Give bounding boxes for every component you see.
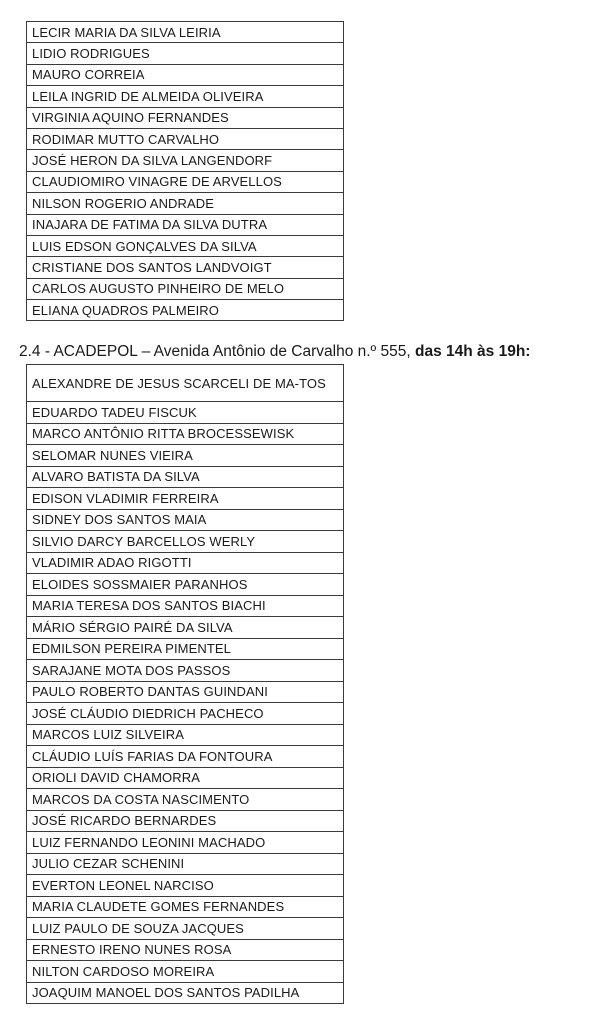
name-cell: LUIZ PAULO DE SOUZA JACQUES	[27, 918, 344, 940]
table-row	[27, 107, 344, 128]
name-cell: ELIANA QUADROS PALMEIRO	[27, 300, 344, 321]
name-cell: INAJARA DE FATIMA DA SILVA DUTRA	[27, 214, 344, 235]
name-cell: LECIR MARIA DA SILVA LEIRIA	[27, 22, 344, 43]
table-row	[27, 832, 344, 854]
name-cell: EDISON VLADIMIR FERREIRA	[27, 488, 344, 510]
name-cell: SILVIO DARCY BARCELLOS WERLY	[27, 531, 344, 553]
table-row	[27, 257, 344, 278]
table-row	[27, 171, 344, 192]
table-row	[27, 193, 344, 214]
table-row	[27, 681, 344, 703]
table-row	[27, 660, 344, 682]
name-cell: VIRGINIA AQUINO FERNANDES	[27, 107, 344, 128]
name-cell: PAULO ROBERTO DANTAS GUINDANI	[27, 681, 344, 703]
name-cell: JOAQUIM MANOEL DOS SANTOS PADILHA	[27, 982, 344, 1004]
name-cell: CARLOS AUGUSTO PINHEIRO DE MELO	[27, 278, 344, 299]
table-row	[27, 939, 344, 961]
name-cell: ELOIDES SOSSMAIER PARANHOS	[27, 574, 344, 596]
name-cell: EDUARDO TADEU FISCUK	[27, 402, 344, 424]
table-row	[27, 43, 344, 64]
name-cell: MARIA TERESA DOS SANTOS BIACHI	[27, 595, 344, 617]
name-cell: LIDIO RODRIGUES	[27, 43, 344, 64]
table-row	[27, 214, 344, 235]
name-cell: MÁRIO SÉRGIO PAIRÉ DA SILVA	[27, 617, 344, 639]
table-row	[27, 789, 344, 811]
table-row	[27, 365, 344, 402]
table-row	[27, 509, 344, 531]
name-cell: JULIO CEZAR SCHENINI	[27, 853, 344, 875]
table-row	[27, 86, 344, 107]
table-row	[27, 617, 344, 639]
name-cell: MAURO CORREIA	[27, 64, 344, 85]
name-cell: ALEXANDRE DE JESUS SCARCELI DE MA-TOS	[27, 365, 344, 402]
name-cell: EDMILSON PEREIRA PIMENTEL	[27, 638, 344, 660]
table-row	[27, 235, 344, 256]
table-row	[27, 488, 344, 510]
section-heading-time: das 14h às 19h:	[415, 343, 531, 360]
table-row	[27, 278, 344, 299]
table-row	[27, 150, 344, 171]
table-row	[27, 466, 344, 488]
table-row	[27, 531, 344, 553]
name-cell: MARCO ANTÔNIO RITTA BROCESSEWISK	[27, 423, 344, 445]
name-cell: ORIOLI DAVID CHAMORRA	[27, 767, 344, 789]
name-cell: NILTON CARDOSO MOREIRA	[27, 961, 344, 983]
table-row	[27, 402, 344, 424]
table-row	[27, 896, 344, 918]
name-cell: LUIZ FERNANDO LEONINI MACHADO	[27, 832, 344, 854]
table-row	[27, 445, 344, 467]
table-row	[27, 746, 344, 768]
name-cell: MARIA CLAUDETE GOMES FERNANDES	[27, 896, 344, 918]
name-cell: ALVARO BATISTA DA SILVA	[27, 466, 344, 488]
section-heading-acadepol	[19, 343, 530, 361]
name-cell: VLADIMIR ADAO RIGOTTI	[27, 552, 344, 574]
names-table-acadepol	[26, 364, 344, 1004]
table-row	[27, 574, 344, 596]
name-cell: RODIMAR MUTTO CARVALHO	[27, 128, 344, 149]
name-cell: CRISTIANE DOS SANTOS LANDVOIGT	[27, 257, 344, 278]
table-row	[27, 810, 344, 832]
table-row	[27, 300, 344, 321]
table-row	[27, 724, 344, 746]
table-row	[27, 982, 344, 1004]
name-cell: LUIS EDSON GONÇALVES DA SILVA	[27, 235, 344, 256]
names-table-previous-section	[26, 21, 344, 321]
table-row	[27, 552, 344, 574]
name-cell: SARAJANE MOTA DOS PASSOS	[27, 660, 344, 682]
name-cell: MARCOS LUIZ SILVEIRA	[27, 724, 344, 746]
table-row	[27, 595, 344, 617]
table-row	[27, 128, 344, 149]
table-row	[27, 918, 344, 940]
section-heading-location: 2.4 - ACADEPOL – Avenida Antônio de Carvalho n.º 555,	[19, 343, 415, 360]
name-cell: SELOMAR NUNES VIEIRA	[27, 445, 344, 467]
table-row	[27, 638, 344, 660]
table-row	[27, 22, 344, 43]
name-cell: CLÁUDIO LUÍS FARIAS DA FONTOURA	[27, 746, 344, 768]
name-cell: JOSÉ HERON DA SILVA LANGENDORF	[27, 150, 344, 171]
table-row	[27, 961, 344, 983]
name-cell: ERNESTO IRENO NUNES ROSA	[27, 939, 344, 961]
table-row	[27, 703, 344, 725]
table-row	[27, 423, 344, 445]
name-cell: JOSÉ RICARDO BERNARDES	[27, 810, 344, 832]
name-cell: JOSÉ CLÁUDIO DIEDRICH PACHECO	[27, 703, 344, 725]
table-row	[27, 767, 344, 789]
name-cell: SIDNEY DOS SANTOS MAIA	[27, 509, 344, 531]
name-cell: MARCOS DA COSTA NASCIMENTO	[27, 789, 344, 811]
name-cell: EVERTON LEONEL NARCISO	[27, 875, 344, 897]
table-row	[27, 64, 344, 85]
table-row	[27, 853, 344, 875]
name-cell: NILSON ROGERIO ANDRADE	[27, 193, 344, 214]
name-cell: LEILA INGRID DE ALMEIDA OLIVEIRA	[27, 86, 344, 107]
table-row	[27, 875, 344, 897]
name-cell: CLAUDIOMIRO VINAGRE DE ARVELLOS	[27, 171, 344, 192]
